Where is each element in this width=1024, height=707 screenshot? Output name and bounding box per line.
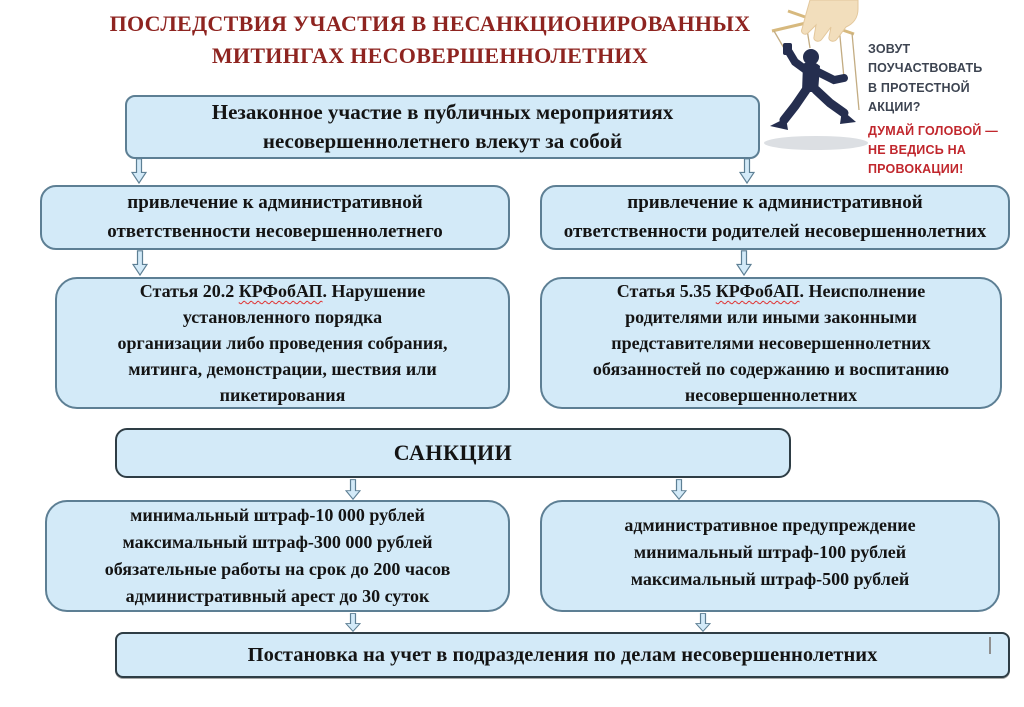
parents-sanctions-box (540, 500, 1000, 612)
parents-article-line: представителями несовершеннолетних (611, 332, 931, 353)
poster-title-line1: ПОСЛЕДСТВИЯ УЧАСТИЯ В НЕСАНКЦИОНИРОВАННЫХ (109, 11, 751, 36)
minor-article-line: митинга, демонстрации, шествия или (128, 359, 437, 380)
article-suffix: . Неисполнение (799, 280, 926, 301)
parents-liability-line: привлечение к административной (627, 192, 923, 213)
intro-line: Незаконное участие в публичных мероприятиях (211, 100, 674, 125)
parents-article-line: родителями или иными законными (625, 306, 917, 327)
article-suffix: . Нарушение (322, 280, 426, 301)
parents-sanction-line: минимальный штраф-100 рублей (633, 542, 907, 562)
puppet-marionette-icon (758, 0, 882, 152)
parents-liability-box (540, 185, 1010, 250)
intro-box (125, 95, 760, 159)
minor-sanction-line: минимальный штраф-10 000 рублей (130, 505, 425, 525)
parents-article-line1 (542, 278, 1000, 304)
down-arrow-icon (345, 613, 361, 632)
outcome-label: Постановка на учет в подразделения по делам несовершеннолетних (247, 643, 878, 666)
text-cursor-artifact (989, 637, 991, 654)
minor-liability-line: привлечение к административной (127, 192, 423, 213)
poster-title (95, 8, 765, 72)
parents-liability-line: ответственности родителей несовершеннолетних (563, 220, 987, 242)
parents-article-line: обязанностей по содержанию и воспитанию (592, 359, 950, 380)
outcome-box (115, 632, 1010, 678)
down-arrow-icon (695, 613, 711, 632)
minor-article-line: организации либо проведения собрания, (117, 332, 448, 353)
warning-line4: НЕ ВЕДИСЬ НА ПРОВОКАЦИИ! (868, 142, 967, 177)
down-arrow-icon (736, 250, 752, 276)
minor-article-line: установленного порядка (182, 306, 383, 327)
minor-sanction-line: обязательные работы на срок до 200 часов (104, 559, 451, 579)
sanctions-header-box (115, 428, 791, 478)
parents-sanction-line: максимальный штраф-500 рублей (630, 569, 910, 589)
warning-line2: В ПРОТЕСТНОЙ АКЦИИ? (868, 80, 970, 115)
warning-text (868, 40, 1024, 180)
intro-line: несовершеннолетнего влекут за собой (262, 129, 623, 153)
down-arrow-icon (671, 479, 687, 500)
parents-sanction-line: административное предупреждение (624, 515, 916, 535)
minor-sanctions-box (45, 500, 510, 612)
minor-liability-line: ответственности несовершеннолетнего (107, 220, 443, 242)
warning-line3: ДУМАЙ ГОЛОВОЙ — (868, 123, 998, 138)
minor-article-box (55, 277, 510, 409)
down-arrow-icon (739, 158, 755, 184)
minor-sanction-line: административный арест до 30 суток (125, 586, 430, 606)
minor-sanction-line: максимальный штраф-300 000 рублей (122, 532, 433, 552)
minor-liability-box (40, 185, 510, 250)
law-abbreviation: КРФобАП (715, 280, 800, 301)
down-arrow-icon (132, 250, 148, 276)
article-prefix: Статья 5.35 (616, 280, 716, 301)
down-arrow-icon (345, 479, 361, 500)
warning-line1: ЗОВУТ ПОУЧАСТВОВАТЬ (868, 42, 983, 76)
article-prefix: Статья 20.2 (139, 280, 239, 301)
minor-article-line1 (57, 278, 508, 304)
sanctions-header-label: САНКЦИИ (393, 440, 513, 465)
law-abbreviation: КРФобАП (238, 280, 323, 301)
poster-title-line2: МИТИНГАХ НЕСОВЕРШЕННОЛЕТНИХ (211, 42, 649, 68)
parents-article-line: несовершеннолетних (684, 385, 858, 406)
minor-article-line: пикетирования (219, 385, 346, 406)
parents-article-box (540, 277, 1002, 409)
down-arrow-icon (131, 158, 147, 184)
